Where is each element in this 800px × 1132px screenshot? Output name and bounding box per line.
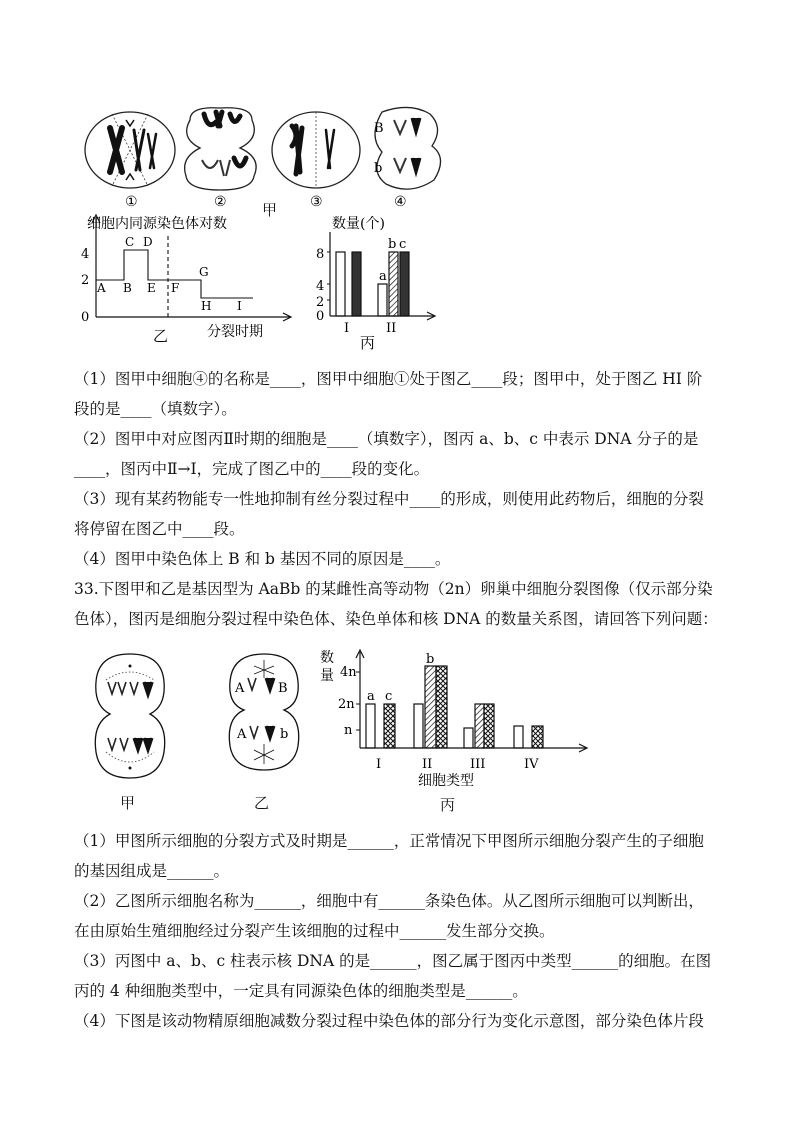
- bing33-xtick-III: III: [470, 757, 486, 772]
- yi-point-H: H: [201, 299, 212, 313]
- figure-jia-label: 甲: [262, 201, 278, 219]
- yi-point-F: F: [171, 281, 180, 295]
- bing33-bar-IV-c: [532, 726, 543, 748]
- cell-label-3: ③: [310, 194, 323, 210]
- allele-b-label: b: [374, 161, 383, 176]
- q32-line-2: 段的是____（填数字）。: [74, 400, 237, 418]
- bing33-bar-II-c: [436, 666, 447, 748]
- bing1-bar-label-c: c: [399, 237, 407, 252]
- q33-line-5: （3）丙图中 a、b、c 柱表示核 DNA 的是______，图乙属于图丙中类型______的细胞。在图: [74, 952, 712, 970]
- bing33-xtick-II: II: [422, 757, 433, 772]
- bing33-ytick-n: n: [344, 723, 353, 738]
- bing33-xlabel: 细胞类型: [418, 773, 474, 788]
- bing33-bar-I-c: [384, 704, 395, 748]
- bing33-ytick-2n: 2n: [338, 697, 355, 712]
- bing33-bar-label-c: c: [385, 689, 393, 704]
- bing33-xtick-I: I: [376, 757, 382, 772]
- yi33-allele-A-bottom: A: [237, 727, 247, 742]
- q33-line-7: （4）下图是该动物精原细胞减数分裂过程中染色体的部分行为变化示意图，部分染色体片段: [74, 1012, 704, 1030]
- bing1-bar-label-a: a: [379, 269, 387, 284]
- bing1-bar-II-b: [389, 252, 398, 316]
- bing33-bar-label-a: a: [367, 689, 375, 704]
- bing33-bar-II-b: [425, 666, 436, 748]
- cell-label-1: ①: [125, 194, 138, 210]
- bing33-bar-III-b: [475, 704, 484, 748]
- q32-line-6: 将停留在图乙中____段。: [74, 520, 245, 538]
- q33-stem-line-1: 33.下图甲和乙是基因型为 AaBb 的某雌性高等动物（2n）卵巢中细胞分裂图像（仅示部分染: [74, 580, 713, 598]
- bing1-xtick-I: I: [344, 321, 350, 336]
- bing33-bar-IV-a: [514, 726, 523, 748]
- bing1-ytick-2: 2: [316, 295, 325, 310]
- bing33-ylabel-2: 量: [320, 668, 334, 684]
- bing1-title: 丙: [360, 334, 376, 352]
- q32-line-7: （4）图甲中染色体上 B 和 b 基因不同的原因是____。: [74, 550, 451, 568]
- yi-ylabel: 细胞内同源染色体对数: [87, 216, 227, 232]
- q32-line-1: （1）图甲中细胞④的名称是____，图甲中细胞①处于图乙____段；图甲中，处于图乙 HI 阶: [74, 370, 703, 388]
- bing33-bar-I-a: [366, 704, 375, 748]
- bing1-xtick-II: II: [386, 321, 397, 336]
- bing1-bar-II-c: [400, 252, 409, 316]
- q32-line-3: （2）图甲中对应图丙Ⅱ时期的细胞是____（填数字），图丙 a、b、c 中表示 DNA 分子的是: [74, 430, 699, 448]
- figure33-jia-label: 甲: [120, 794, 136, 812]
- figure33-yi-label: 乙: [254, 794, 270, 812]
- figure33-bing-chart: [318, 646, 590, 788]
- q33-stem-line-2: 色体），图丙是细胞分裂过程中染色体、染色单体和核 DNA 的数量关系图，请回答下列问题：: [74, 610, 718, 628]
- q32-line-5: （3）现有某药物能专一性地抑制有丝分裂过程中____的形成，则使用此药物后，细胞的分裂: [74, 490, 704, 508]
- bing33-xtick-IV: IV: [524, 757, 539, 772]
- bing33-bar-III-c: [484, 704, 494, 748]
- q32-line-4: ____，图丙中Ⅱ→I，完成了图乙中的____段的变化。: [74, 460, 430, 478]
- cell-4: [374, 107, 441, 189]
- cell-label-4: ④: [394, 194, 407, 210]
- figure33-jia-cell: [90, 652, 170, 780]
- bing1-bar-I-a: [336, 252, 345, 316]
- yi33-allele-A-top: A: [235, 681, 245, 696]
- bing33-bar-III-a: [464, 728, 473, 748]
- bing1-ytick-0: 0: [316, 309, 325, 324]
- bing33-ylabel-1: 数: [320, 650, 334, 666]
- q33-line-2: 的基因组成是______。: [74, 862, 230, 880]
- bing33-ytick-4n: 4n: [340, 665, 357, 680]
- yi-point-B: B: [123, 281, 132, 295]
- bing1-bar-II-a: [378, 284, 387, 316]
- figure-bing-chart-top: [310, 212, 440, 352]
- bing1-ytick-4: 4: [316, 279, 325, 294]
- yi-title: 乙: [153, 327, 169, 345]
- bing1-bar-I-c: [352, 252, 361, 316]
- cell-1: [85, 112, 175, 188]
- cell-3: [272, 112, 360, 188]
- figure33-bing-label: 丙: [440, 796, 456, 814]
- bing1-bar-label-b: b: [388, 237, 397, 252]
- yi-point-D: D: [143, 235, 153, 249]
- cell-label-2: ②: [214, 194, 227, 210]
- yi-ytick-0: 0: [81, 310, 90, 325]
- yi-point-C: C: [125, 235, 135, 249]
- yi-ytick-4: 4: [81, 247, 90, 262]
- q33-line-3: （2）乙图所示细胞名称为______，细胞中有______条染色体。从乙图所示细胞可以判断出，: [74, 892, 704, 910]
- figure-yi-graph: [75, 210, 295, 345]
- figure-jia-cells: [70, 100, 470, 210]
- bing1-ytick-8: 8: [316, 247, 325, 262]
- bing1-ylabel: 数量(个): [332, 216, 385, 232]
- cell-2: [185, 108, 257, 190]
- bing33-bar-II-a: [414, 704, 423, 748]
- bing33-bar-label-b: b: [426, 652, 435, 667]
- q33-line-4: 在由原始生殖细胞经过分裂产生该细胞的过程中______发生部分交换。: [74, 922, 555, 940]
- figure33-yi-cell: [222, 652, 306, 772]
- yi-point-E: E: [147, 281, 156, 295]
- yi33-allele-b: b: [280, 727, 289, 742]
- yi-point-A: A: [97, 281, 106, 295]
- q33-line-6: 丙的 4 种细胞类型中，一定具有同源染色体的细胞类型是______。: [74, 982, 528, 1000]
- q33-line-1: （1）甲图所示细胞的分裂方式及时期是______，正常情况下甲图所示细胞分裂产生的子细胞: [74, 832, 704, 850]
- yi-point-I: I: [237, 299, 242, 313]
- yi33-allele-B: B: [278, 681, 288, 696]
- yi-xlabel: 分裂时期: [207, 324, 263, 340]
- yi-point-G: G: [199, 265, 209, 279]
- allele-B-label: B: [374, 121, 384, 136]
- yi-ytick-2: 2: [81, 273, 90, 288]
